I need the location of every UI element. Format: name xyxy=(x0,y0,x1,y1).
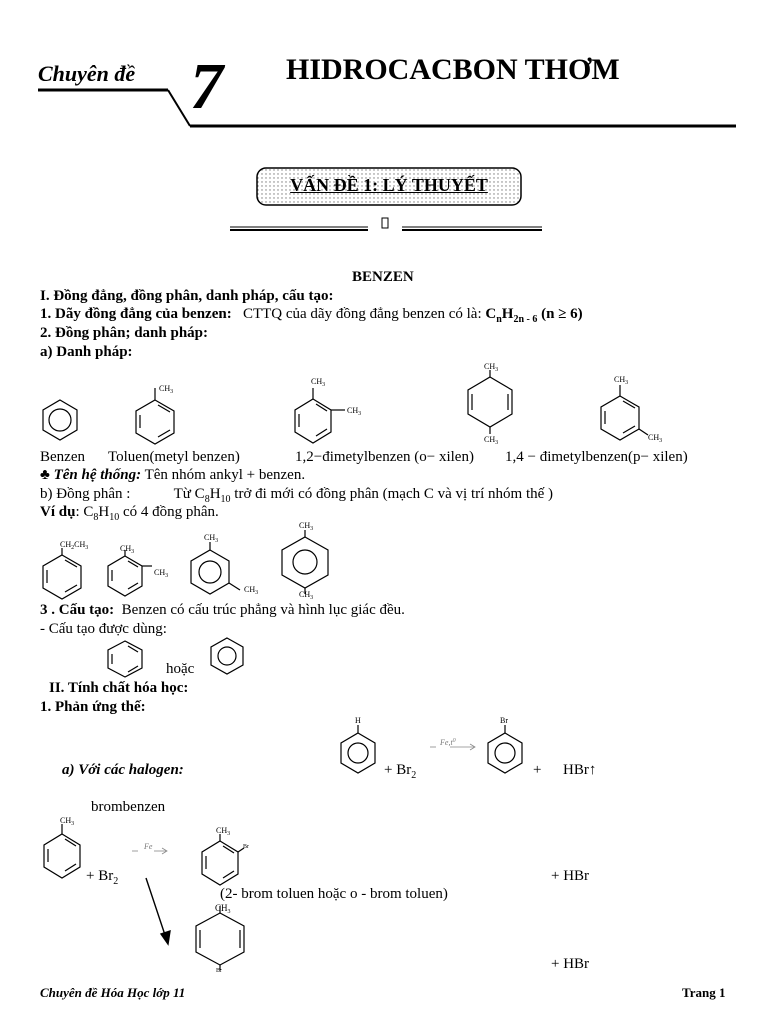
ethyl-label: $CH_2CH_3$ xyxy=(60,540,89,551)
oxylene-ch3-label-2: $CH_3$ xyxy=(347,406,362,417)
hbr-up: HBr↑ xyxy=(563,762,597,778)
pbt-ch3-label: $CH_3$ xyxy=(215,903,231,915)
mxylene-ch3-label-1: $CH_3$ xyxy=(614,375,629,386)
homolog-label: 1. Dãy đồng đẳng của benzen: xyxy=(40,306,232,322)
pxylene-ch3-label-1: $CH_3$ xyxy=(484,362,499,373)
catalyst-fe-t: $Fe,t^0$ xyxy=(440,738,456,747)
benzen-heading: BENZEN xyxy=(352,269,414,285)
or-text: hoặc xyxy=(166,661,195,677)
footer-left: Chuyên đề Hóa Học lớp 11 xyxy=(40,985,186,1000)
system-name-text: Tên nhóm ankyl + benzen. xyxy=(144,467,306,483)
tol-ch3-label: $CH_3$ xyxy=(60,816,75,827)
iso-m-ch3-label-2: $CH_3$ xyxy=(244,585,259,596)
system-name-label: Tên hệ thống: xyxy=(53,467,142,483)
structure-used: - Cấu tạo được dùng: xyxy=(40,621,167,637)
name-toluen: Toluen(metyl benzen) xyxy=(108,449,240,465)
section-title: VẤN ĐỀ 1: LÝ THUYẾT xyxy=(290,175,488,195)
part2-heading: II. Tính chất hóa học: xyxy=(49,680,189,696)
structure-label: 3 . Cấu tạo: xyxy=(40,602,115,618)
o-bromotoluene-structure xyxy=(202,834,244,885)
isomer-b-label: b) Đồng phân : xyxy=(40,486,131,502)
toluene-ch3-label: $CH_3$ xyxy=(159,384,174,395)
ortho-note: (2- brom toluen hoặc o - brom toluen) xyxy=(220,886,448,902)
structure-text: Benzen có cấu trúc phẳng và hình lục giác đều. xyxy=(121,602,405,618)
iso-p-ch3-label-1: $CH_3$ xyxy=(299,521,314,532)
nomen-heading: a) Danh pháp: xyxy=(40,344,133,360)
oxylene-ch3-label-1: $CH_3$ xyxy=(311,377,326,388)
part1-heading: I. Đồng đẳng, đồng phân, danh pháp, cấu tạo: xyxy=(40,288,334,304)
plus-sign-1: + xyxy=(533,762,542,778)
obt-br-label: Br xyxy=(243,844,249,850)
toluene-reactant xyxy=(44,824,80,878)
plus-br2: + $Br_2$ xyxy=(384,762,417,781)
iso-o-ch3-label-2: $CH_3$ xyxy=(154,568,169,579)
iso-o-ch3-label-1: $CH_3$ xyxy=(120,544,135,555)
iso-m-ch3-label-1: $CH_3$ xyxy=(204,533,219,544)
plus-br2-b: + $Br_2$ xyxy=(86,868,119,887)
iso-p-ch3-label-2: $CH_3$ xyxy=(299,590,314,601)
br-label: Br xyxy=(500,716,508,725)
name-p-xilen: 1,4 − đimetylbenzen(p− xilen) xyxy=(505,449,688,465)
chuyen-de-label: Chuyên đề xyxy=(38,61,136,86)
p-bromotoluene-structure xyxy=(196,906,244,970)
isomer-b-line: b) Đồng phân : Từ $C_8H_{10}$ trở đi mới có đồng phân (mạch C và vị trí nhóm thế ) xyxy=(40,486,554,505)
catalyst-fe: Fe xyxy=(144,842,153,851)
obt-ch3-label: $CH_3$ xyxy=(216,826,231,837)
brombenzen-label: brombenzen xyxy=(91,799,166,815)
plus-hbr-2: + HBr xyxy=(551,956,590,972)
page-title: HIDROCACBON THƠM xyxy=(286,53,620,86)
example-line: Ví dụ: $C_8H_{10}$ có 4 đồng phân. xyxy=(40,504,219,523)
halogen-label: a) Với các halogen: xyxy=(62,762,184,778)
footer-page: Trang 1 xyxy=(682,985,726,1000)
name-benzen: Benzen xyxy=(40,449,85,465)
homolog-formula: $C_nH_{2n - 6}$ (n ≥ 6) xyxy=(485,306,583,325)
example-label: Ví dụ xyxy=(40,504,76,520)
club-icon: ♣ xyxy=(40,467,50,483)
homolog-text: CTTQ của dãy đồng đẳng benzen có là: xyxy=(242,306,482,322)
chapter-number: 7 xyxy=(190,50,223,123)
pbt-br-label: Br xyxy=(216,968,222,974)
plus-hbr-1: + HBr xyxy=(551,868,590,884)
name-o-xilen: 1,2−đimetylbenzen (o− xilen) xyxy=(295,449,474,465)
diagonal-arrow xyxy=(146,878,170,944)
mxylene-ch3-label-2: $CH_3$ xyxy=(648,433,663,444)
substitution-heading: 1. Phản ứng thế: xyxy=(40,699,146,715)
pxylene-ch3-label-2: $CH_3$ xyxy=(484,435,499,446)
isomer-heading: 2. Đồng phân; danh pháp: xyxy=(40,325,208,341)
h-label: H xyxy=(355,716,361,725)
